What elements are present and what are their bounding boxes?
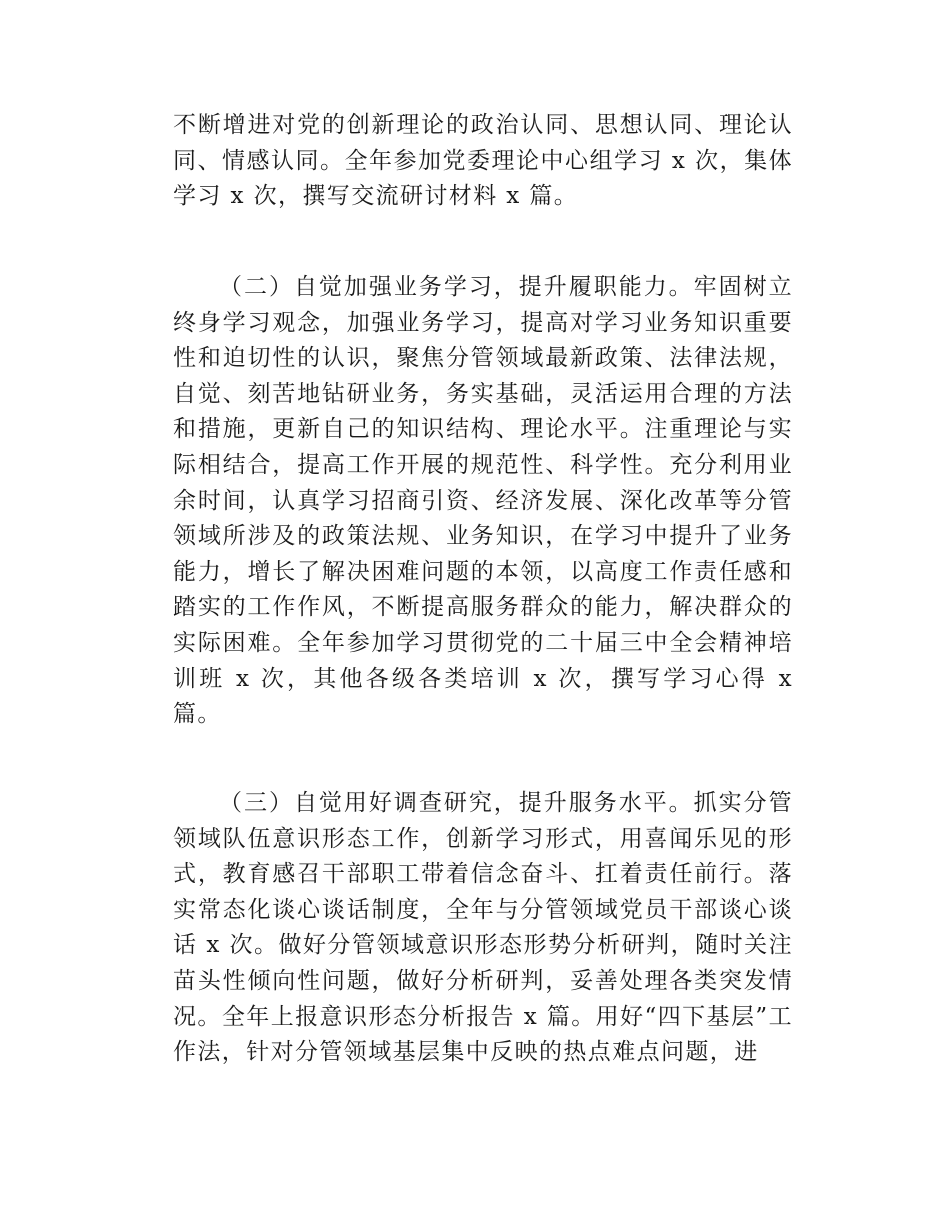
- paragraph-research: （三）自觉用好调查研究，提升服务水平。抓实分管领域队伍意识形态工作，创新学习形式，用喜闻乐见的形式，教育感召干部职工带着信念奋斗、扛着责任前行。落实常态化谈心谈话制度，全年与分管领域党员干部谈心谈话 x 次。做好分管领域意识形态形势分析研判，随时关注苗头性倾向性问题，做好分析研判，妥善处理各类突发情况。全年上报意识形态分析报告 x 篇。用好“四下基层”工作法，针对分管领域基层集中反映的热点难点问题，进: [173, 790, 793, 1066]
- paragraph-continuation: 不断增进对党的创新理论的政治认同、思想认同、理论认同、情感认同。全年参加党委理论中心组学习 x 次，集体学习 x 次，撰写交流研讨材料 x 篇。: [173, 112, 793, 210]
- paragraph-business-study: （二）自觉加强业务学习，提升履职能力。牢固树立终身学习观念，加强业务学习，提高对学习业务知识重要性和迫切性的认识，聚焦分管领域最新政策、法律法规，自觉、刻苦地钻研业务，务实基础，灵活运用合理的方法和措施，更新自己的知识结构、理论水平。注重理论与实际相结合，提高工作开展的规范性、科学性。充分利用业余时间，认真学习招商引资、经济发展、深化改革等分管领域所涉及的政策法规、业务知识，在学习中提升了业务能力，增长了解决困难问题的本领，以高度工作责任感和踏实的工作作风，不断提高服务群众的能力，解决群众的实际困难。全年参加学习贯彻党的二十届三中全会精神培训班 x 次，其他各级各类培训 x 次，撰写学习心得 x 篇。: [173, 274, 793, 728]
